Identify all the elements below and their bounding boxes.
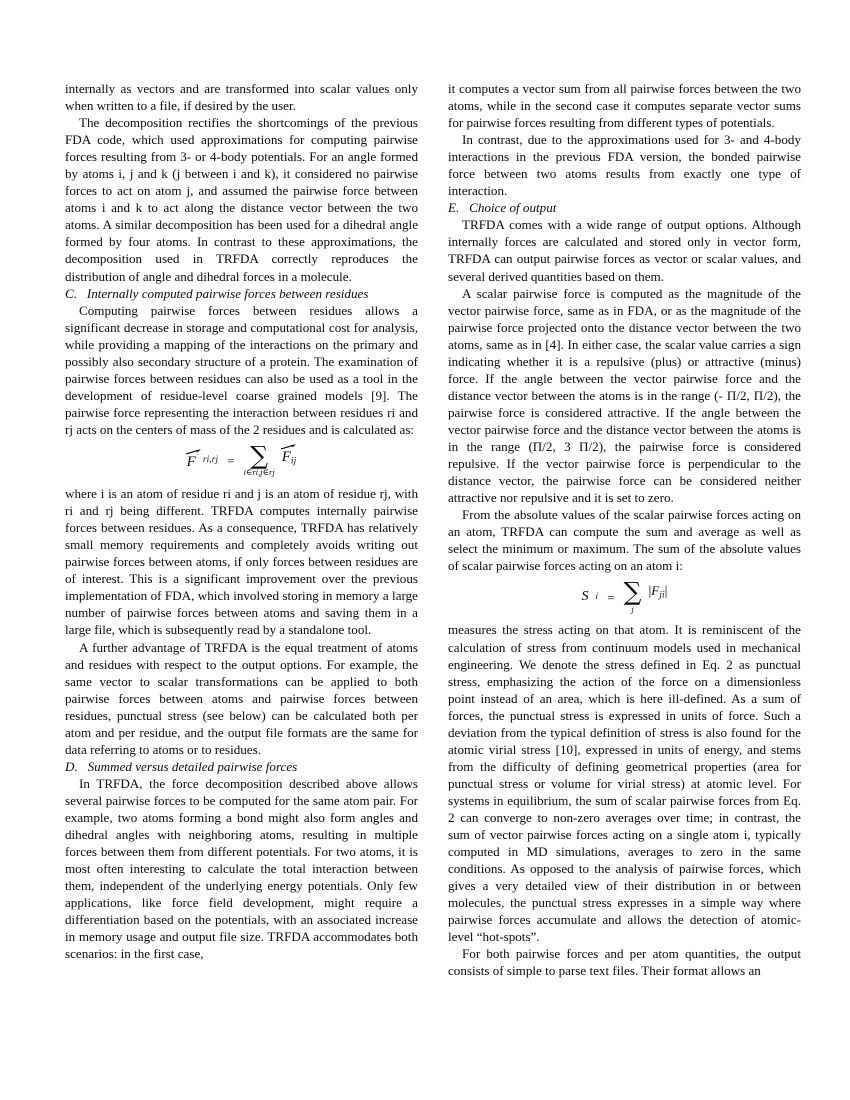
equation-2-rhs-symbol: F [651,583,660,599]
section-c-label: C. [65,285,78,301]
sigma-glyph: ∑ [623,577,642,607]
equation-1-relation: = [227,453,235,469]
vector-f-symbol-rhs: F [282,447,291,465]
section-heading-c [65,285,418,302]
equation-1-rhs-subscript: ij [290,456,297,467]
two-column-layout [65,80,801,1055]
paragraph-scalar-pairwise-force: A scalar pairwise force is computed as the magnitude of the vector pairwise force, same as in FDA, or as the magnitude of the pairwise force projected onto the distance vector between the two atoms, same as in [4]. In either case, the scalar value carries a sign indicating whether it is a repulsive (plus) or attractive (minus) force. If the angle between the vector pairwise force and the distance vector between the atoms is in the range (- Π/2, Π/2), the pairwise force is considered attractive. If the angle between the vector pairwise force and the distance vector between the atoms is in the range (Π/2, 3 Π/2), the pairwise force is considered repulsive. If the vector pairwise force is perpendicular to the distance vector, the pairwise force can be considered neither attractive nor repulsive and it is set to zero. [448,285,801,506]
paragraph-computes-vector-sum: it computes a vector sum from all pairwise forces between the two atoms, while in the second case it computes separate vector sums for pairwise forces resulting from different types of potentials. [448,81,801,131]
paragraph-decomposition-rectifies: The decomposition rectifies the shortcomings of the previous FDA code, which used approximations for computing pairwise forces resulting from 3- or 4-body potentials. For an angle formed by atoms i, j and k (j between i and k), it considered no pairwise forces to act on atom j, and assumed the pairwise force between atoms i and k to act along the distance vector between the two atoms. A similar decomposition has been used for a dihedral angle formed by four atoms. In contrast to these approximations, the decomposition used in TRFDA correctly reproduces the distribution of angle and dihedral forces in a molecule. [65,115,418,284]
equation-2-relation: = [607,589,615,605]
paragraph-where-i-is-atom: where i is an atom of residue ri and j is an atom of residue rj, with ri and rj being different. TRFDA computes internally pairwise forces between residues. As a consequence, TRFDA has relatively small memory requirements and completely avoids writing out pairwise forces between atoms, if only forces between residues are of interest. This is a significant improvement over the previous implementation of FDA, which involved storing in memory a large number of pairwise forces between atoms and saving them in a large file, which is subsequently read by a standalone tool. [65,486,418,638]
paragraph-measures-stress: measures the stress acting on that atom. It is reminiscent of the calculation of stress from continuum models used in mechanical engineering. We denote the stress defined in Eq. 2 as punctual stress, emphasizing the action of the force on a dimensionless point instead of an area, which is here ill-defined. As a sum of forces, the punctual stress is expressed in units of force. Such a deviation from the typical definition of stress is also found for the atomic virial stress [10], expressed in units of energy, and stems from the difficulty of defining geometrical properties (area for punctual stress or volume for virial stress) at atomic level. For systems in equilibrium, the sum of scalar pairwise forces from Eq. 2 can converge to non-zero averages over time; in contrast, the sum of vector pairwise forces acting on a single atom i, typically computed in MD simulations, averages to zero in the same conditions. As opposed to the analysis of pairwise forces, which gives a very detailed view of their distribution in or between molecules, the punctual stress expresses in a simple way where pairwise forces accumulate and allows the detection of atomic-level “hot-spots”. [448,622,801,945]
paragraph-in-trfda-force-decomposition: In TRFDA, the force decomposition described above allows several pairwise forces to be computed for the same atom pair. For example, two atoms forming a bond might also form angles and dihedral angles with neighboring atoms, resulting in multiple forces between them from different potentials. For two atoms, it is most often interesting to calculate the total interaction between them, independent of the underlying energy potentials. Only few applications, like force field development, might require a differentiation based on the potentials, with an associated increase in memory usage and output file size. TRFDA accommodates both scenarios: in the first case, [65,775,418,962]
equation-1-sum-limit: i∈ri,j∈rj [243,467,275,478]
paragraph-output-text-files: For both pairwise forces and per atom quantities, the output consists of simple to parse text files. Their format allows an [448,946,801,979]
paragraph-further-advantage: A further advantage of TRFDA is the equal treatment of atoms and residues with respect to the output options. For example, the same vector to scalar transformations can be applied to both pairwise forces between atoms and pairwise forces between residues, punctual stress (see below) can be calculated both per atom and per residue, and the output file formats are the same for data referring to atoms or to residues. [65,639,418,757]
vector-arrow-icon [186,449,201,456]
paragraph-absolute-values-sum: From the absolute values of the scalar pairwise forces acting on an atom, TRFDA can compute the sum and average as well as select the minimum or maximum. The sum of the absolute values of scalar pairwise forces acting on an atom i: [448,507,801,574]
section-c-title: Internally computed pairwise forces between residues [86,285,369,301]
paragraph-continued-vectors: internally as vectors and are transformed into scalar values only when written to a file, if desired by the user. [65,81,418,114]
vector-arrow-icon [281,444,296,451]
summation-operator-1 [243,440,275,478]
left-column [65,80,418,1055]
equation-2-rhs [648,584,667,601]
equation-2-rhs-subscript: ji [659,591,665,602]
equation-2-lhs-symbol: S [581,589,589,605]
section-e-title: Choice of output [469,200,557,216]
equation-2-sum-limit: j [631,603,634,614]
abs-bar-open: | [648,584,652,600]
paragraph-computing-pairwise-residues: Computing pairwise forces between residues allows a significant decrease in storage and computational cost for analysis, while providing a mapping of the interactions on the primary and possibly also secondary structure of a protein. The examination of pairwise forces between residues can also be used as a tool in the development of residue-level coarse grained models [9]. The pairwise force representing the interaction between residues ri and rj acts on the centers of mass of the 2 residues and is calculated as: [65,302,418,437]
paragraph-in-contrast-approximations: In contrast, due to the approximations used for 3- and 4-body interactions in the previous FDA version, the bonded pairwise force between two atoms results from exactly one type of interaction. [448,132,801,199]
vector-f-symbol-lhs: F [187,452,196,470]
equation-2-row [581,577,668,614]
equation-1-lhs-subscript: ri,rj [202,455,219,466]
section-e-label: E. [448,200,460,216]
equation-punctual-stress [448,577,801,614]
abs-bar-close: | [664,584,668,600]
sigma-glyph: ∑ [250,440,269,470]
equation-2-lhs-subscript: i [595,591,599,602]
section-d-label: D. [65,758,78,774]
equation-pairwise-residue-force [65,440,418,478]
paragraph-trfda-output-options: TRFDA comes with a wide range of output options. Although internally forces are calculated and stored only in vector form, TRFDA can output pairwise forces as vector or scalar values, and several derived quantities based on them. [448,217,801,284]
right-column [448,80,801,1055]
section-d-title: Summed versus detailed pairwise forces [87,758,298,774]
equation-1-row [186,440,297,478]
summation-operator-2 [623,577,642,614]
section-heading-e [448,199,801,216]
section-heading-d [65,758,418,775]
